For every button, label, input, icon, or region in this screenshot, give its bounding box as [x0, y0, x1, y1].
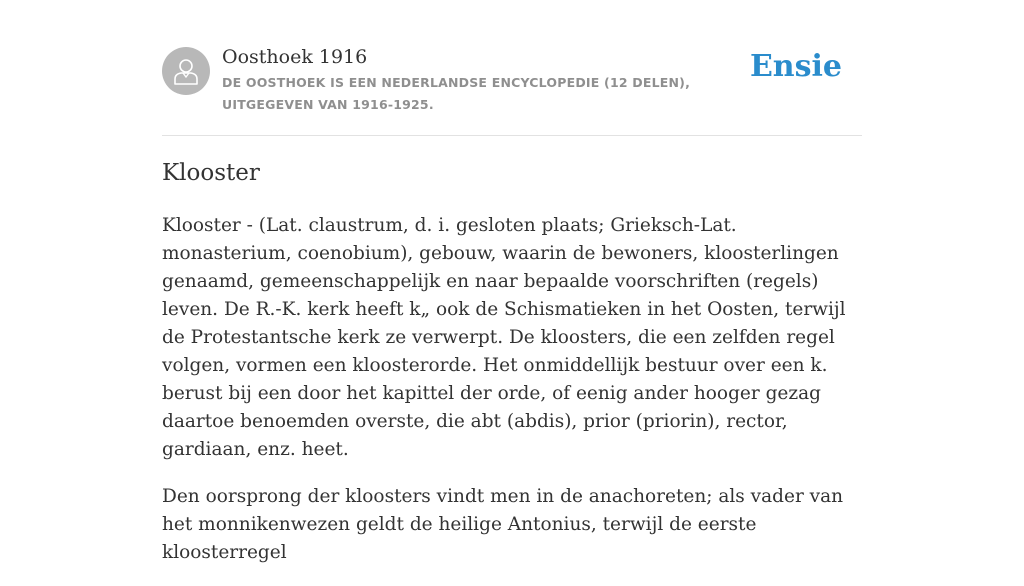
article-body [162, 212, 862, 586]
source-description: DE OOSTHOEK IS EEN NEDERLANDSE ENCYCLOPEDIE (12 DELEN), UITGEGEVEN VAN 1916-1925. [222, 75, 691, 112]
avatar[interactable] [162, 47, 210, 95]
source-title[interactable]: Oosthoek 1916 [222, 46, 368, 68]
article-paragraph: Den oorsprong der kloosters vindt men in de anachoreten; als vader van het monnikenwezen geldt de heilige Antonius, terwijl de eerste kloosterregel [162, 486, 844, 563]
article-paragraph: Klooster - (Lat. claustrum, d. i. gesloten plaats; Grieksch-Lat. monasterium, coenobium), gebouw, waarin de bewoners, kloosterlingen genaamd, gemeenschappelijk en naar bepaalde voorschriften (regels) leven. De R.-K. kerk heeft k„ ook de Schismatieken in het Oosten, terwijl de Protestantsche kerk ze verwerpt. De kloosters, die een zelfden regel volgen, vormen een kloosterorde. Het onmiddellijk bestuur over een k. berust bij een door het kapittel der orde, of eenig ander hooger gezag daartoe benoemden overste, die abt (abdis), prior (priorin), rector, gardiaan, enz. heet. [162, 215, 846, 460]
user-icon [173, 57, 199, 85]
ensie-logo-link[interactable]: Ensie [749, 49, 842, 84]
source-header [162, 45, 862, 135]
header-divider [162, 135, 862, 136]
article-title: Klooster [162, 160, 260, 186]
